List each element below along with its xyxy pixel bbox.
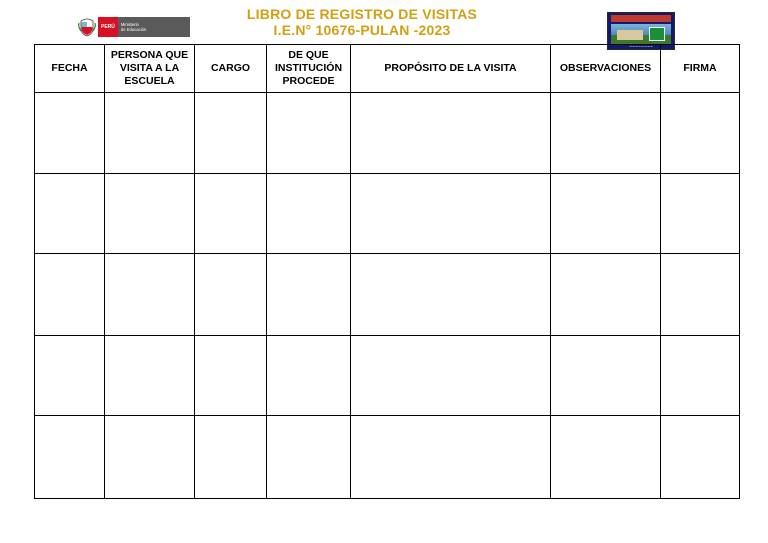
- document-title: [200, 6, 524, 38]
- cell-observaciones[interactable]: [551, 174, 661, 254]
- cell-institucion[interactable]: [267, 174, 351, 254]
- cell-institucion[interactable]: [267, 416, 351, 499]
- table-row: [35, 93, 740, 174]
- col-header-observaciones: OBSERVACIONES: [551, 45, 661, 93]
- cell-persona[interactable]: [105, 174, 195, 254]
- col-header-fecha: FECHA: [35, 45, 105, 93]
- ministry-line2: de Educación: [120, 27, 147, 32]
- table-row: [35, 416, 740, 499]
- cell-cargo[interactable]: [195, 174, 267, 254]
- cell-observaciones[interactable]: [551, 93, 661, 174]
- cell-fecha[interactable]: [35, 254, 105, 336]
- cell-observaciones[interactable]: [551, 416, 661, 499]
- cell-proposito[interactable]: [351, 416, 551, 499]
- cell-institucion[interactable]: [267, 93, 351, 174]
- table-row: [35, 336, 740, 416]
- ministry-label: [118, 17, 190, 37]
- cell-firma[interactable]: [661, 254, 740, 336]
- cell-cargo[interactable]: [195, 93, 267, 174]
- table-row: [35, 254, 740, 336]
- table-row: [35, 174, 740, 254]
- title-line-2: I.E.N° 10676-PULAN -2023: [273, 22, 451, 38]
- cell-cargo[interactable]: [195, 336, 267, 416]
- cell-fecha[interactable]: [35, 174, 105, 254]
- cell-proposito[interactable]: [351, 336, 551, 416]
- emblem-scene: [611, 24, 671, 44]
- country-label: PERÚ: [98, 17, 118, 37]
- cell-proposito[interactable]: [351, 174, 551, 254]
- table-header-row: [35, 45, 740, 93]
- cell-persona[interactable]: [105, 93, 195, 174]
- col-header-cargo: CARGO: [195, 45, 267, 93]
- ministry-line1: Ministerio: [120, 22, 139, 27]
- cell-observaciones[interactable]: [551, 336, 661, 416]
- cell-persona[interactable]: [105, 336, 195, 416]
- cell-firma[interactable]: [661, 93, 740, 174]
- cell-proposito[interactable]: [351, 93, 551, 174]
- cell-fecha[interactable]: [35, 416, 105, 499]
- cell-cargo[interactable]: [195, 254, 267, 336]
- cell-institucion[interactable]: [267, 254, 351, 336]
- cell-persona[interactable]: [105, 416, 195, 499]
- peru-coat-of-arms-icon: [78, 17, 96, 37]
- cell-firma[interactable]: [661, 416, 740, 499]
- col-header-institucion: DE QUE INSTITUCIÓN PROCEDE: [267, 45, 351, 93]
- col-header-proposito: PROPÓSITO DE LA VISITA: [351, 45, 551, 93]
- visit-register-table: [34, 44, 740, 499]
- school-building-icon: [617, 30, 643, 40]
- cell-cargo[interactable]: [195, 416, 267, 499]
- emblem-motto: ~~~~~~~~: [628, 45, 654, 49]
- col-header-firma: FIRMA: [661, 45, 740, 93]
- cell-fecha[interactable]: [35, 336, 105, 416]
- col-header-persona: PERSONA QUE VISITA A LA ESCUELA: [105, 45, 195, 93]
- cell-persona[interactable]: [105, 254, 195, 336]
- ministry-logo: [78, 16, 190, 38]
- cell-fecha[interactable]: [35, 93, 105, 174]
- emblem-banner: [611, 15, 671, 22]
- cell-proposito[interactable]: [351, 254, 551, 336]
- school-crest-icon: [649, 27, 665, 41]
- cell-institucion[interactable]: [267, 336, 351, 416]
- title-line-1: LIBRO DE REGISTRO DE VISITAS: [246, 6, 478, 22]
- cell-observaciones[interactable]: [551, 254, 661, 336]
- cell-firma[interactable]: [661, 336, 740, 416]
- cell-firma[interactable]: [661, 174, 740, 254]
